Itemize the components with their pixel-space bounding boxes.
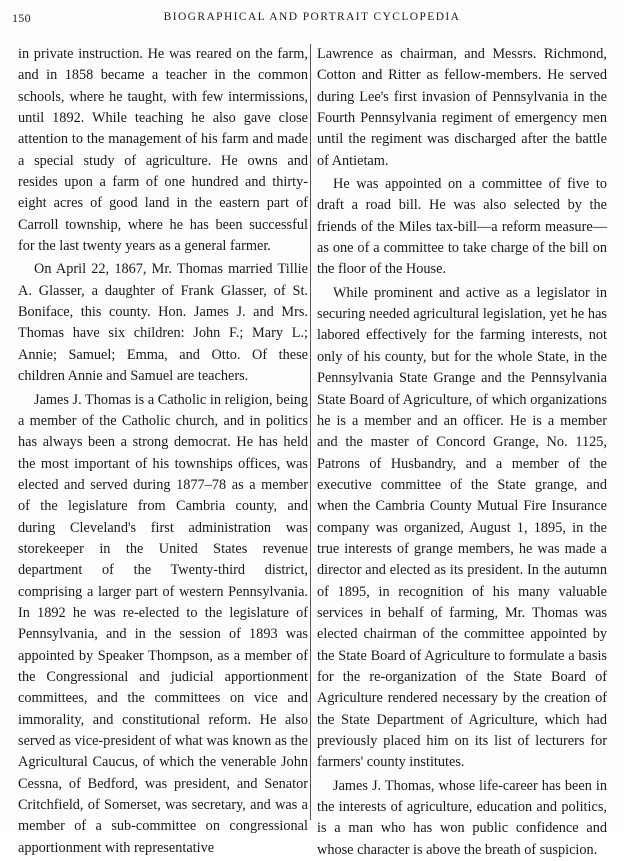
running-title: BIOGRAPHICAL AND PORTRAIT CYCLOPEDIA <box>163 11 461 23</box>
paragraph: James J. Thomas, whose life-career has been in the interests of agriculture, education and politics, is a man who has won public confidence and whose character is above the breath of suspicion. <box>317 777 607 858</box>
page-header <box>12 11 612 27</box>
paragraph: While prominent and active as a legislator in securing needed agricultural legislation, yet he has labored effectively for the farming interests, not only of his county, but for the whole State, in the Pennsylvania State Grange and the Pennsylvania State Board of Agriculture, of which organizations he is a member and an officer. He is a member and the master of Concord Grange, No. 1125, Patrons of Husbandry, and a member of the executive committee of the State grange, and when the Cambria County Mutual Fire Insurance company was organized, August 1, 1895, in the true interests of grange members, he was made a director and elected as its president. In the autumn of 1895, in recognition of his many valuable services in behalf of farming, Mr. Thomas was elected chairman of the committee appointed by the State Board of Agriculture to formulate a basis for the re-organization of the State Board of Agriculture rendered necessary by the creation of the State Department of Agriculture, which had previously placed him on its list of lecturers for farmers' county institutes. <box>317 284 607 771</box>
paragraph: Lawrence as chairman, and Messrs. Richmond, Cotton and Ritter as fellow-members. He served during Lee's first invasion of Pennsylvania in the Fourth Pennsylvania regiment of emergency men until the regiment was discharged after the battle of Antietam. <box>317 46 607 169</box>
paragraph: On April 22, 1867, Mr. Thomas married Tillie A. Glasser, a daughter of Frank Glasser, of St. Boniface, this county. Hon. James J. and Mrs. Thomas have six children: John F.; Mary L.; Annie; Samuel; Emma, and Otto. Of these children Annie and Samuel are teachers. <box>18 261 308 385</box>
paragraph: James J. Thomas is a Catholic in religion, being a member of the Catholic church, and in politics has always been a strong democrat. He has held the most important of his townships offices, was elected and served during 1877–78 as a member of the legislature from Cambria county, and during Cleveland's first administration was storekeeper in the United States revenue department of the Twenty-third district, comprising a larger part of western Pennsylvania. In 1892 he was re-elected to the legislature of Pennsylvania, and in the session of 1893 was appointed by Speaker Thompson, as a member of the Congressional and judicial apportionment committees, and the committees on vice and immorality, and constitutional reform. He also served as vice-president of what was known as the Agricultural Caucus, of which the venerable John Cessna, of Bedford, was president, and Senator Critchfield, of Somerset, was secretary, and was a member of a sub-committee on congressional apportionment with representative <box>18 391 308 856</box>
column-divider <box>310 44 311 820</box>
paragraph: in private instruction. He was reared on the farm, and in 1858 became a teacher in the common schools, where he taught, with few intermissions, until 1892. While teaching he also gave close attention to the management of his farm and made a special study of agriculture. He owns and resides upon a farm of one hundred and thirty-eight acres of good land in the eastern part of Carroll township, where he has been successful for the last twenty years as a general farmer. <box>18 46 308 255</box>
paragraph: He was appointed on a committee of five to draft a road bill. He was also selected by the friends of the Miles tax-bill—a reform measure—as one of a committee to take charge of the bill on the floor of the House. <box>317 176 607 278</box>
page-number: 150 <box>12 11 31 25</box>
left-column <box>18 44 308 859</box>
right-column <box>317 44 607 861</box>
